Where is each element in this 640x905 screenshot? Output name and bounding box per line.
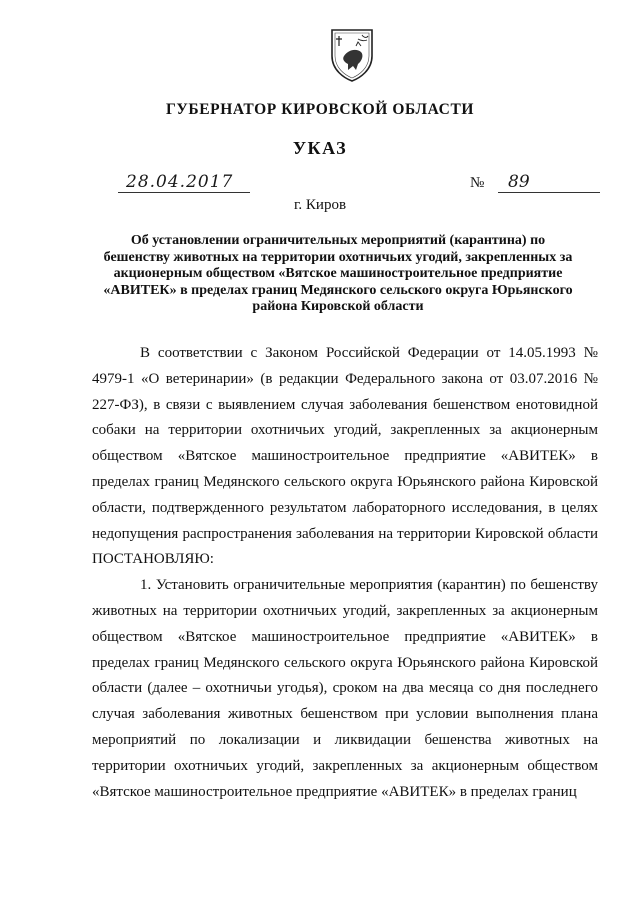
- issuing-authority: ГУБЕРНАТОР КИРОВСКОЙ ОБЛАСТИ: [165, 101, 475, 118]
- decree-title: Об установлении ограничительных мероприятий (карантина) по бешенству животных на территории охотничьих угодий, закрепленных за акционерным обществом «Вятское машиностроительное предприятие «АВИТЕК» в пределах границ Медянского сельского округа Юрьянского района Кировской области: [103, 233, 573, 315]
- issue-city: г. Киров: [293, 197, 347, 213]
- decree-date-value: 28.04.2017: [126, 172, 234, 192]
- number-underline: [498, 192, 600, 193]
- body-paragraph-preamble: В соответствии с Законом Российской Федерации от 14.05.1993 № 4979-1 «О ветеринарии» (в редакции Федерального закона от 03.07.2016 № 227-ФЗ), в связи с выявлением случая заболевания бешенством енотовидной собаки на территории охотничьих угодий, закрепленных за акционерным обществом «Вятское машиностроительное предприятие «АВИТЕК» в пределах границ Медянского сельского округа Юрьянского района Кировской области, подтвержденного результатом лабораторного исследования, в целях недопущения распространения заболевания на территории Кировской области ПОСТАНОВЛЯЮ:: [92, 345, 598, 568]
- date-underline: [118, 192, 250, 193]
- number-label: №: [470, 175, 485, 191]
- kirov-oblast-coat-of-arms-icon: [328, 26, 376, 82]
- decree-body: [92, 341, 598, 805]
- body-paragraph-item-1: 1. Установить ограничительные мероприятия (карантин) по бешенству животных на территории охотничьих угодий, закрепленных за акционерным обществом «Вятское машиностроительное предприятие «АВИТЕК» в пределах границ Медянского сельского округа Юрьянского района Кировской области (далее – охотничьи угодья), сроком на два месяца со дня последнего случая заболевания животных бешенством при условии выполнения плана мероприятий по локализации и ликвидации бешенства животных на территории охотничьих угодий, закрепленных за акционерным обществом «Вятское машиностроительное предприятие «АВИТЕК» в пределах границ: [92, 577, 598, 800]
- decree-date: [118, 172, 250, 196]
- decree-number-value: 89: [508, 172, 530, 192]
- document-type: УКАЗ: [292, 138, 348, 158]
- decree-number: [470, 172, 600, 196]
